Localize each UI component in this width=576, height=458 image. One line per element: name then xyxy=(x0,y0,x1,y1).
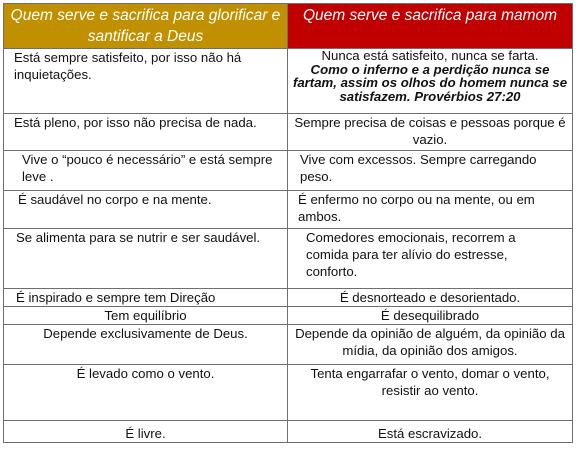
cell-god: Depende exclusivamente de Deus. xyxy=(4,325,288,365)
comparison-table xyxy=(3,3,573,443)
table-row xyxy=(4,191,573,229)
cell-mammon: É enfermo no corpo ou na mente, ou em ambos. xyxy=(288,191,573,229)
cell-mammon: Vive com excessos. Sempre carregando peso. xyxy=(288,151,573,191)
cell-god: É inspirado e sempre tem Direção xyxy=(4,289,288,307)
table-row xyxy=(4,49,573,114)
cell-mammon: É desequilibrado xyxy=(288,307,573,325)
cell-god: Vive o “pouco é necessário” e está sempre leve . xyxy=(4,151,288,191)
cell-god: Está sempre satisfeito, por isso não há inquietações. xyxy=(4,49,288,114)
cell-god: Está pleno, por isso não precisa de nada. xyxy=(4,114,288,151)
cell-god: É livre. xyxy=(4,421,288,443)
cell-god: Tem equilíbrio xyxy=(4,307,288,325)
table-row xyxy=(4,114,573,151)
header-row xyxy=(4,4,573,49)
cell-mammon: É desnorteado e desorientado. xyxy=(288,289,573,307)
table-row xyxy=(4,421,573,443)
cell-mammon: Está escravizado. xyxy=(288,421,573,443)
header-mammon-column: Quem serve e sacrifica para mamom xyxy=(288,4,573,49)
cell-god: É saudável no corpo e na mente. xyxy=(4,191,288,229)
table-row xyxy=(4,289,573,307)
cell-mammon-quote xyxy=(292,63,568,104)
table-row xyxy=(4,307,573,325)
table-row xyxy=(4,229,573,289)
quote-reference: Provérbios 27:20 xyxy=(414,88,521,104)
cell-god: É levado como o vento. xyxy=(4,365,288,421)
cell-mammon-text: Nunca está satisfeito, nunca se farta. xyxy=(321,48,539,63)
table-row xyxy=(4,151,573,191)
cell-mammon xyxy=(288,49,573,114)
quote-text: Como o inferno e a perdição nunca se fartam, assim os olhos do homem nunca se satisfazem. xyxy=(292,61,568,104)
cell-mammon: Comedores emocionais, recorrem a comida para ter alívio do estresse, conforto. xyxy=(288,229,573,289)
cell-mammon: Tenta engarrafar o vento, domar o vento, resistir ao vento. xyxy=(288,365,573,421)
table-row xyxy=(4,325,573,365)
cell-mammon: Sempre precisa de coisas e pessoas porque é vazio. xyxy=(288,114,573,151)
cell-god: Se alimenta para se nutrir e ser saudável. xyxy=(4,229,288,289)
cell-mammon: Depende da opinião de alguém, da opinião da mídia, da opinião dos amigos. xyxy=(288,325,573,365)
header-god-column: Quem serve e sacrifica para glorificar e santificar a Deus xyxy=(4,4,288,49)
table-row xyxy=(4,365,573,421)
